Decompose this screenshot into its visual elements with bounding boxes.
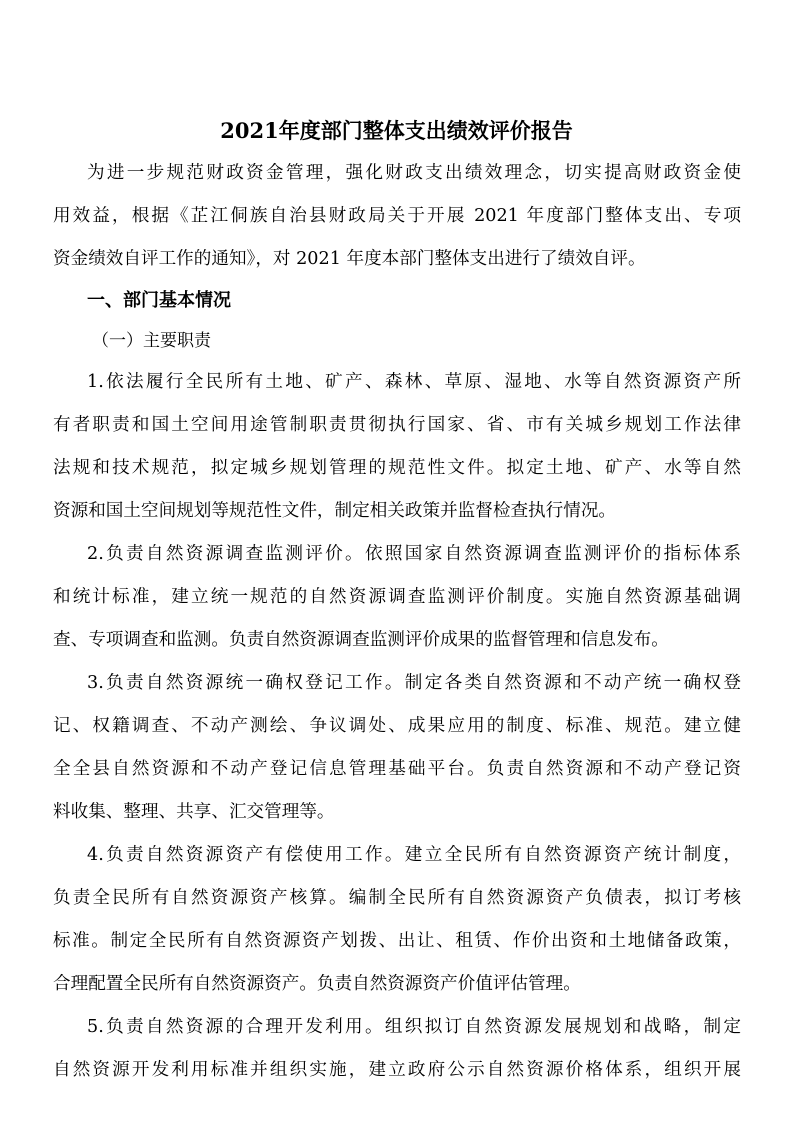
paragraph-line: 2.负责自然资源调查监测评价。依照国家自然资源调查监测评价的指标体系: [87, 544, 741, 564]
intro-line: 用效益，根据《芷江侗族自治县财政局关于开展 2021 年度部门整体支出、专项: [53, 206, 741, 226]
section-heading: 一、部门基本情况: [87, 290, 231, 311]
paragraph-line: 标准。制定全民所有自然资源资产划拨、出让、租赁、作价出资和土地储备政策，: [53, 931, 741, 951]
paragraph-line: 资源和国土空间规划等规范性文件，制定相关政策并监督检查执行情况。: [53, 501, 617, 521]
paragraph-line: 记、权籍调查、不动产测绘、争议调处、成果应用的制度、标准、规范。建立健: [53, 716, 741, 736]
paragraph-line: 法规和技术规范，拟定城乡规划管理的规范性文件。拟定土地、矿产、水等自然: [53, 458, 741, 478]
paragraph-line: 全全县自然资源和不动产登记信息管理基础平台。负责自然资源和不动产登记资: [53, 759, 741, 779]
paragraph-line: 和统计标准，建立统一规范的自然资源调查监测评价制度。实施自然资源基础调: [53, 587, 741, 607]
paragraph-line: 1.依法履行全民所有土地、矿产、森林、草原、湿地、水等自然资源资产所: [87, 372, 741, 392]
paragraph-line: 合理配置全民所有自然资源资产。负责自然资源资产价值评估管理。: [53, 974, 581, 994]
paragraph-line: 料收集、整理、共享、汇交管理等。: [53, 802, 335, 822]
paragraph-line: 4.负责自然资源资产有偿使用工作。建立全民所有自然资源资产统计制度，: [87, 845, 741, 865]
paragraph-line: 有者职责和国土空间用途管制职责贯彻执行国家、省、市有关城乡规划工作法律: [53, 415, 741, 435]
subsection-heading: （一）主要职责: [92, 331, 211, 351]
paragraph-line: 自然资源开发利用标准并组织实施，建立政府公示自然资源价格体系，组织开展: [53, 1060, 741, 1080]
paragraph-line: 查、专项调查和监测。负责自然资源调查监测评价成果的监督管理和信息发布。: [53, 630, 669, 650]
paragraph-line: 3.负责自然资源统一确权登记工作。制定各类自然资源和不动产统一确权登: [87, 673, 741, 693]
paragraph-line: 5.负责自然资源的合理开发利用。组织拟订自然资源发展规划和战略，制定: [87, 1017, 741, 1037]
intro-line: 为进一步规范财政资金管理，强化财政支出绩效理念，切实提高财政资金使: [87, 163, 741, 183]
intro-line: 资金绩效自评工作的通知》，对 2021 年度本部门整体支出进行了绩效自评。: [53, 249, 646, 269]
document-title: 2021年度部门整体支出绩效评价报告: [220, 118, 573, 143]
paragraph-line: 负责全民所有自然资源资产核算。编制全民所有自然资源资产负债表，拟订考核: [53, 888, 741, 908]
